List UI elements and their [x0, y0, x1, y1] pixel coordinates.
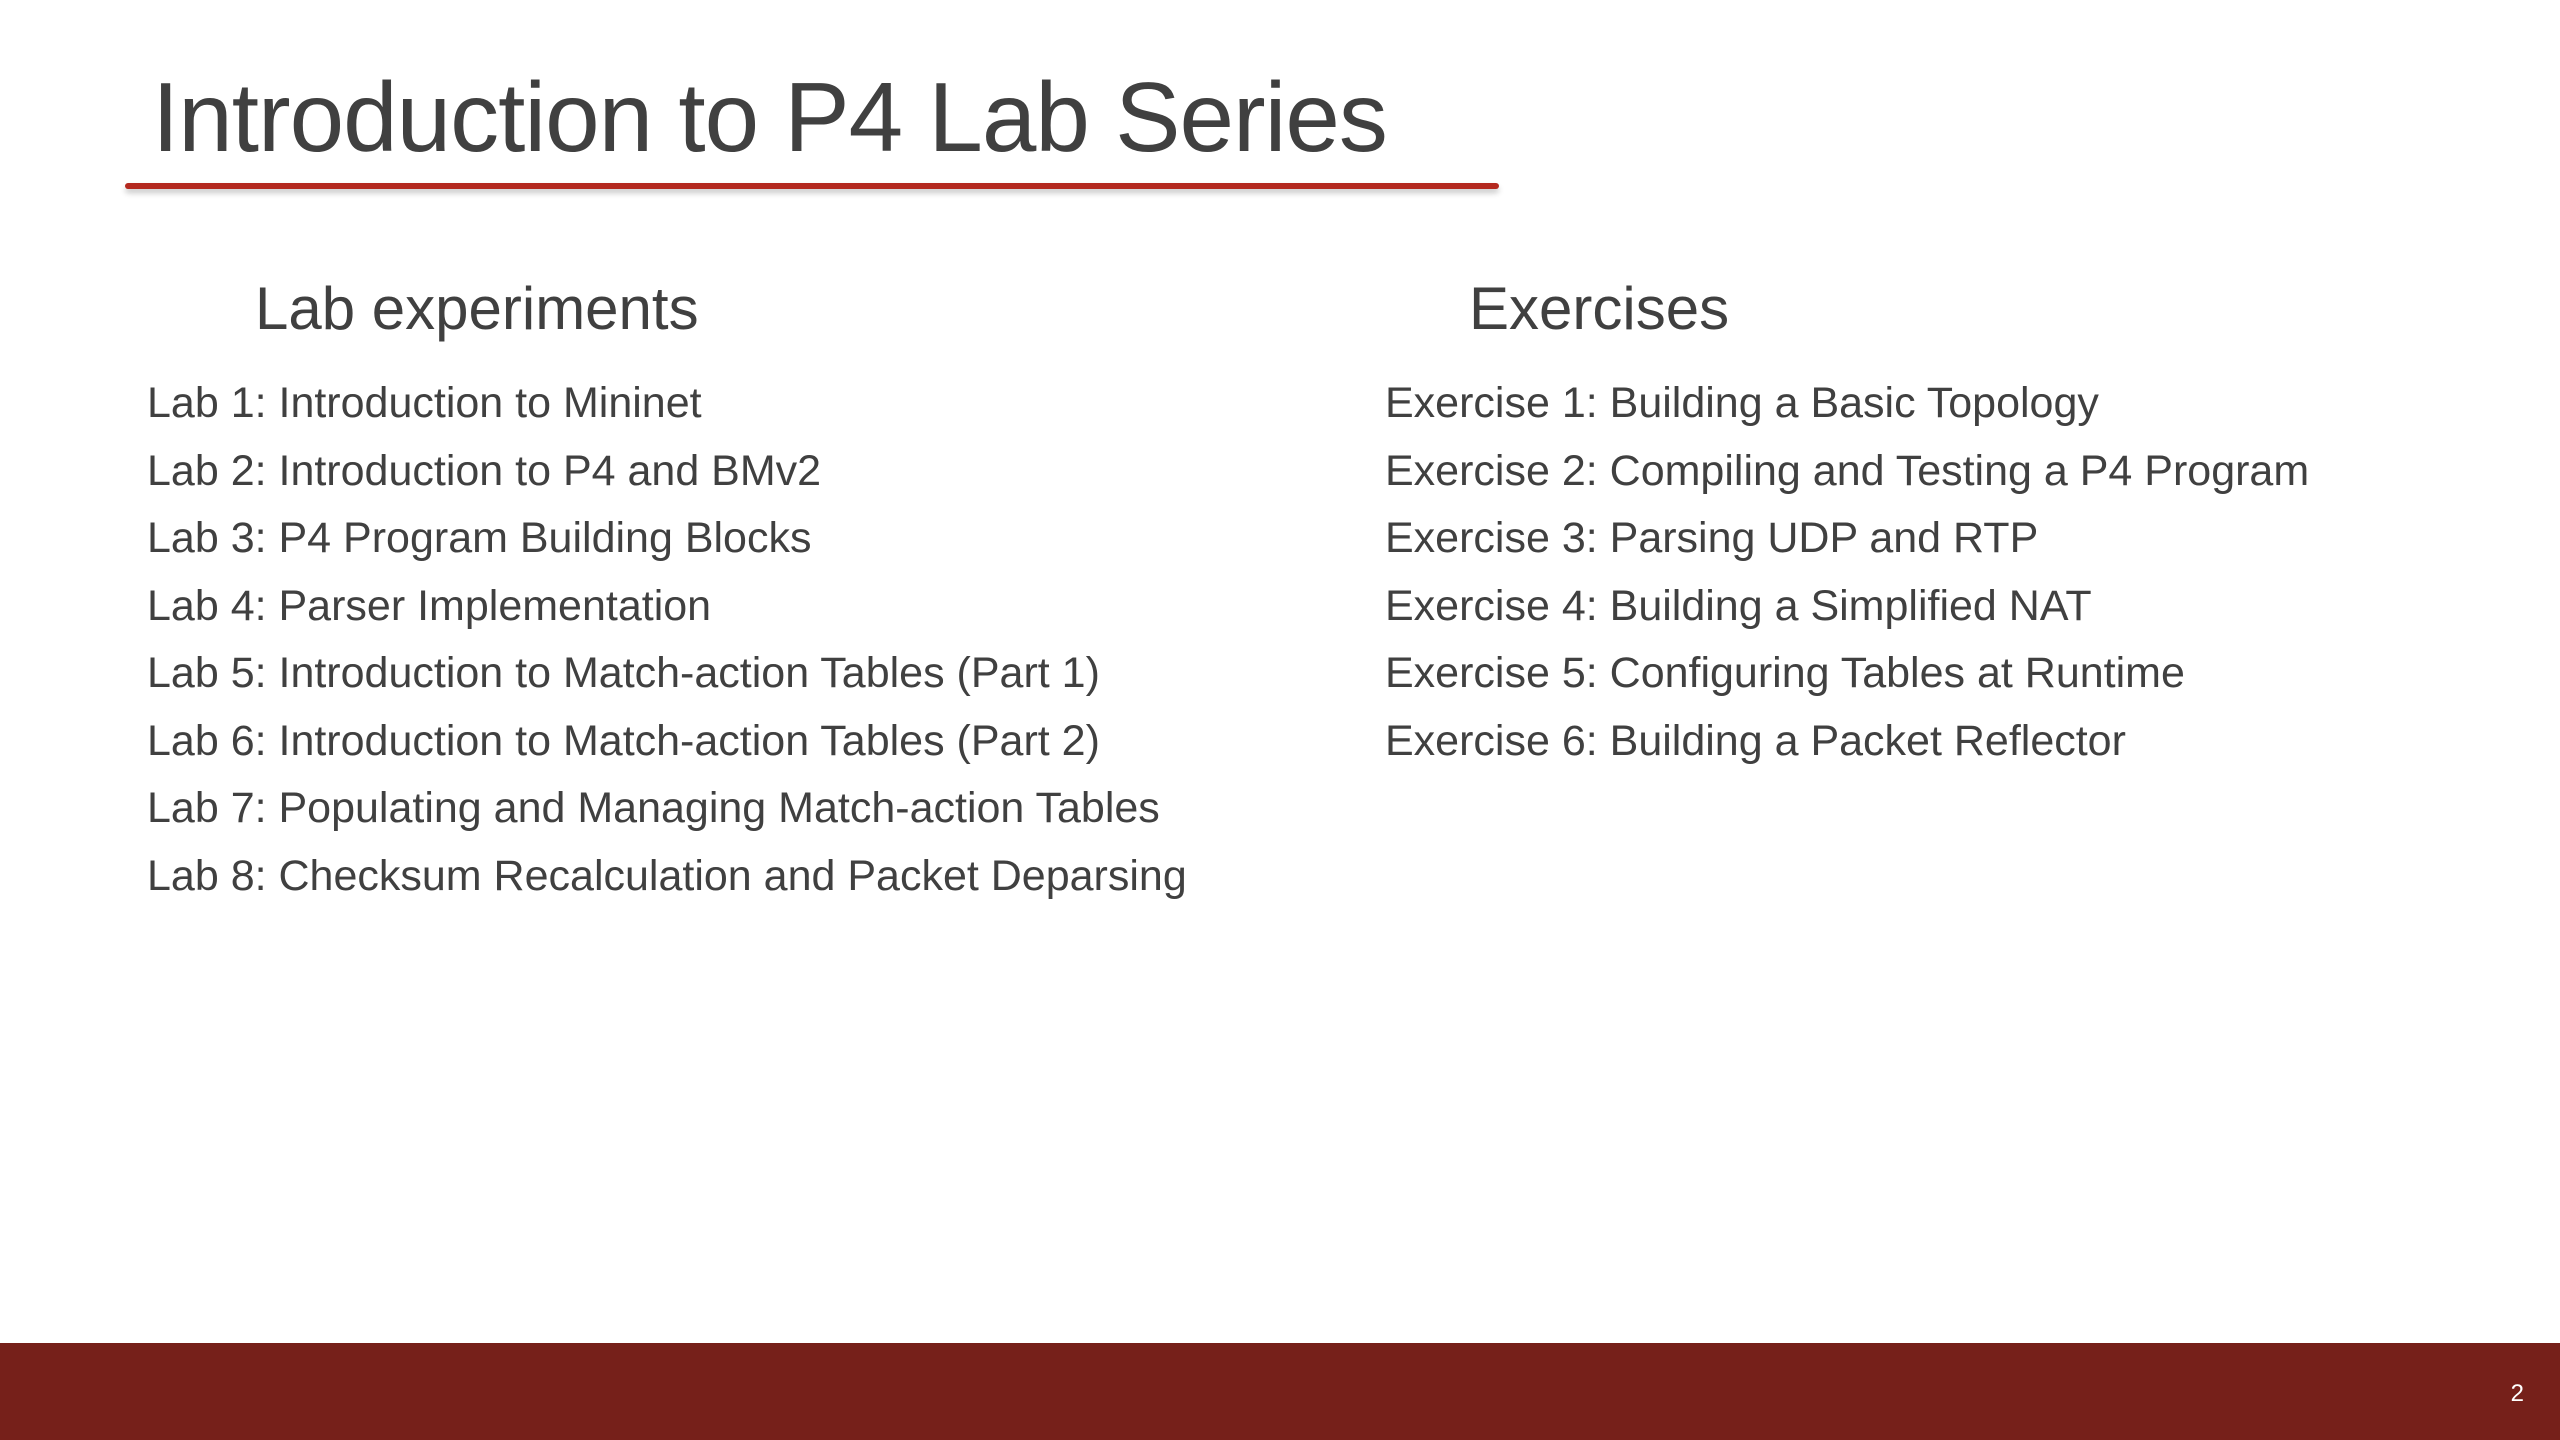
- list-item: Lab 5: Introduction to Match-action Tables (Part 1): [147, 649, 1100, 697]
- list-item: Lab 1: Introduction to Mininet: [147, 379, 702, 427]
- list-item: Exercise 6: Building a Packet Reflector: [1385, 716, 2126, 765]
- slide-title: Introduction to P4 Lab Series: [152, 62, 1387, 172]
- lab-experiments-list: [147, 370, 1187, 910]
- exercises-list: [1385, 370, 2309, 775]
- lab-experiments-heading: Lab experiments: [255, 275, 699, 342]
- list-item: Lab 4: Parser Implementation: [147, 581, 712, 630]
- page-number: 2: [2510, 1380, 2524, 1407]
- list-item: Exercise 1: Building a Basic Topology: [1385, 379, 2099, 427]
- list-item: Lab 3: P4 Program Building Blocks: [147, 514, 812, 562]
- list-item: Exercise 5: Configuring Tables at Runtime: [1385, 649, 2185, 697]
- list-item: Lab 8: Checksum Recalculation and Packet Deparsing: [147, 851, 1187, 900]
- footer-bar: [0, 1343, 2560, 1440]
- list-item: Lab 6: Introduction to Match-action Tables (Part 2): [147, 716, 1100, 765]
- exercises-heading: Exercises: [1469, 275, 1730, 342]
- list-item: Exercise 2: Compiling and Testing a P4 Program: [1385, 446, 2310, 495]
- list-item: Lab 7: Populating and Managing Match-action Tables: [147, 784, 1160, 832]
- title-underline: [125, 183, 1499, 189]
- list-item: Lab 2: Introduction to P4 and BMv2: [147, 446, 822, 495]
- list-item: Exercise 3: Parsing UDP and RTP: [1385, 514, 2039, 562]
- list-item: Exercise 4: Building a Simplified NAT: [1385, 581, 2092, 630]
